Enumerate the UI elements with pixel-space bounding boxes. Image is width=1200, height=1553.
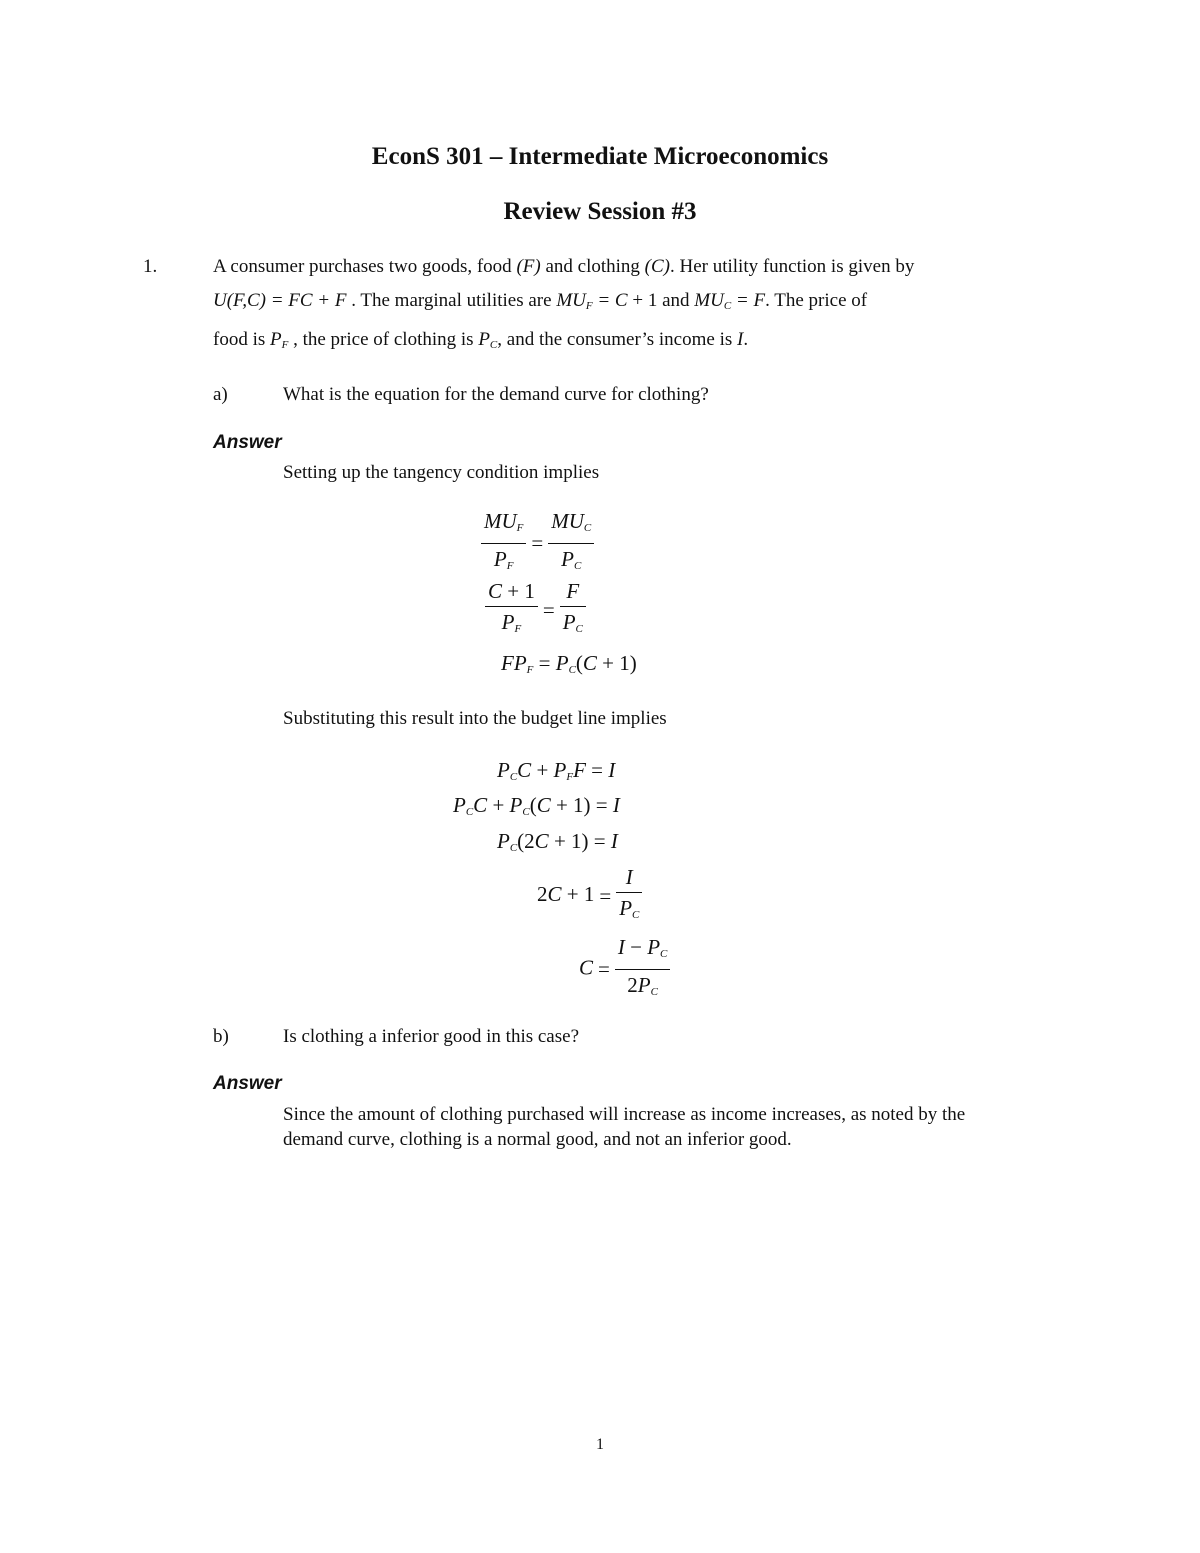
- part-a-label: a): [213, 384, 228, 405]
- question-text: [213, 250, 1073, 362]
- question-number: 1.: [143, 256, 158, 277]
- part-a-question: What is the equation for the demand curve for clothing?: [283, 384, 709, 405]
- equation-demand: C = $\frac{I - P_C}{2P_C}$: [579, 934, 670, 1005]
- equation-budget-2: $P_CC + P_C(C + 1) = I$: [453, 793, 620, 818]
- part-b-answer-line-1: Since the amount of clothing purchased will increase as income increases, as noted by the: [283, 1104, 966, 1125]
- equation-tangency-3: $FP_F = P_C(C + 1)$: [501, 651, 637, 676]
- equation-budget-3: $P_C(2C + 1) = I$: [497, 829, 618, 854]
- part-b-question: Is clothing a inferior good in this case?: [283, 1026, 580, 1047]
- part-a-intro: Setting up the tangency condition implies: [283, 462, 600, 483]
- part-b-label: b): [213, 1026, 229, 1047]
- part-a-substitution: Substituting this result into the budget line implies: [283, 708, 667, 729]
- equation-budget-4: 2C + 1 = $\frac{I}{P_C}$: [537, 864, 642, 928]
- question-line-1: A consumer purchases two goods, food (F) and clothing (C). Her utility function is given by: [213, 256, 915, 277]
- equation-tangency-1: $\frac{MU_F}{P_F}$ = $\frac{MU_C}{P_C}$: [481, 508, 594, 579]
- part-a-answer-heading: Answer: [213, 432, 282, 453]
- part-b-answer-line-2: demand curve, clothing is a normal good, and not an inferior good.: [283, 1129, 792, 1150]
- part-b-answer-heading: Answer: [213, 1073, 282, 1094]
- question-line-2: U(F,C) = FC + F . The marginal utilities are $MU_F = C + 1$ and $MU_C = F$. The price of: [213, 290, 868, 312]
- page-number: 1: [596, 1436, 604, 1453]
- document-title: EconS 301 – Intermediate Microeconomics: [371, 143, 829, 170]
- document-subtitle: Review Session #3: [503, 198, 697, 225]
- question-line-3: food is $P_F$ , the price of clothing is $P_C$, and the consumer’s income is I.: [213, 329, 749, 351]
- equation-tangency-2: $\frac{C + 1}{P_F}$ = $\frac{F}{P_C}$: [485, 578, 586, 642]
- equation-budget-1: $P_CC + P_FF = I$: [497, 758, 616, 783]
